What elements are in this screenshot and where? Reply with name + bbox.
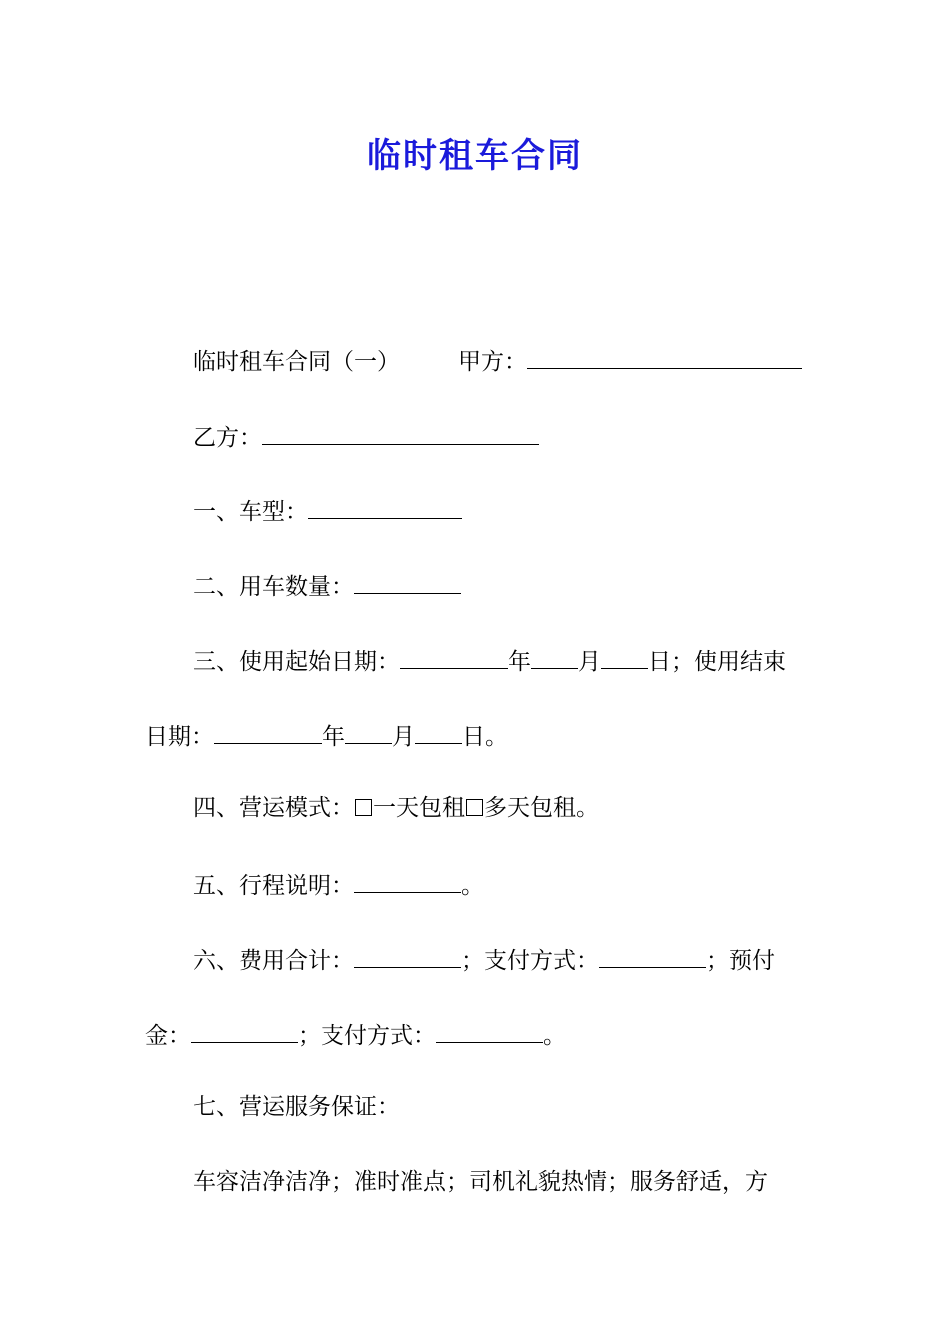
- service-guarantee-heading: 七、营运服务保证：: [193, 1094, 400, 1120]
- deposit-blank[interactable]: [191, 1018, 298, 1043]
- itinerary-line: [193, 868, 484, 901]
- payment-method-blank[interactable]: [599, 943, 706, 968]
- party-b-line: [193, 420, 539, 453]
- multi-day-option-label: 多天包租。: [484, 795, 599, 821]
- deposit-payment-method-label: ；支付方式：: [298, 1023, 436, 1049]
- one-day-checkbox[interactable]: [355, 799, 372, 816]
- year-label: 年: [508, 649, 531, 675]
- fee-line: [193, 943, 775, 976]
- vehicle-type-line: [193, 494, 462, 527]
- vehicle-count-line: [193, 569, 461, 602]
- day-label: 日。: [462, 724, 508, 750]
- month-label: 月: [392, 724, 415, 750]
- service-guarantee-text: 车容洁净洁净；准时准点；司机礼貌热情；服务舒适，方: [193, 1169, 768, 1195]
- end-year-blank[interactable]: [214, 719, 322, 744]
- party-a-blank[interactable]: [527, 344, 802, 369]
- payment-method-label: ；支付方式：: [461, 948, 599, 974]
- end-day-blank[interactable]: [415, 719, 462, 744]
- total-fee-label: 六、费用合计：: [193, 948, 354, 974]
- deposit-label-start: ；预付: [706, 948, 775, 974]
- multi-day-checkbox[interactable]: [466, 799, 483, 816]
- month-label: 月: [578, 649, 601, 675]
- vehicle-count-label: 二、用车数量：: [193, 574, 354, 600]
- party-b-label: 乙方：: [193, 425, 262, 451]
- operation-mode-line: [193, 793, 599, 823]
- total-fee-blank[interactable]: [354, 943, 461, 968]
- end-date-line: [145, 719, 508, 752]
- party-a-label: 甲方：: [458, 349, 527, 375]
- end-date-label: 日；使用结束: [648, 649, 786, 675]
- vehicle-count-blank[interactable]: [354, 569, 461, 594]
- one-day-option-label: 一天包租: [373, 795, 465, 821]
- start-date-label: 三、使用起始日期：: [193, 649, 400, 675]
- itinerary-label: 五、行程说明：: [193, 873, 354, 899]
- start-year-blank[interactable]: [400, 644, 508, 669]
- deposit-payment-method-blank[interactable]: [436, 1018, 543, 1043]
- document-title: 临时租车合同: [367, 136, 583, 176]
- deposit-line: [145, 1018, 566, 1051]
- date-label: 日期：: [145, 724, 214, 750]
- year-label: 年: [322, 724, 345, 750]
- itinerary-blank[interactable]: [354, 868, 461, 893]
- start-day-blank[interactable]: [601, 644, 648, 669]
- start-date-line: [193, 644, 786, 677]
- operation-mode-label: 四、营运模式：: [193, 795, 354, 821]
- contract-heading-line: [193, 344, 802, 377]
- period-mark: 。: [543, 1023, 566, 1049]
- party-b-blank[interactable]: [262, 420, 539, 445]
- end-month-blank[interactable]: [345, 719, 392, 744]
- period-mark: 。: [461, 873, 484, 899]
- vehicle-type-blank[interactable]: [308, 494, 462, 519]
- vehicle-type-label: 一、车型：: [193, 499, 308, 525]
- contract-subtitle: 临时租车合同（一）: [193, 349, 400, 375]
- start-month-blank[interactable]: [531, 644, 578, 669]
- deposit-label-end: 金：: [145, 1023, 191, 1049]
